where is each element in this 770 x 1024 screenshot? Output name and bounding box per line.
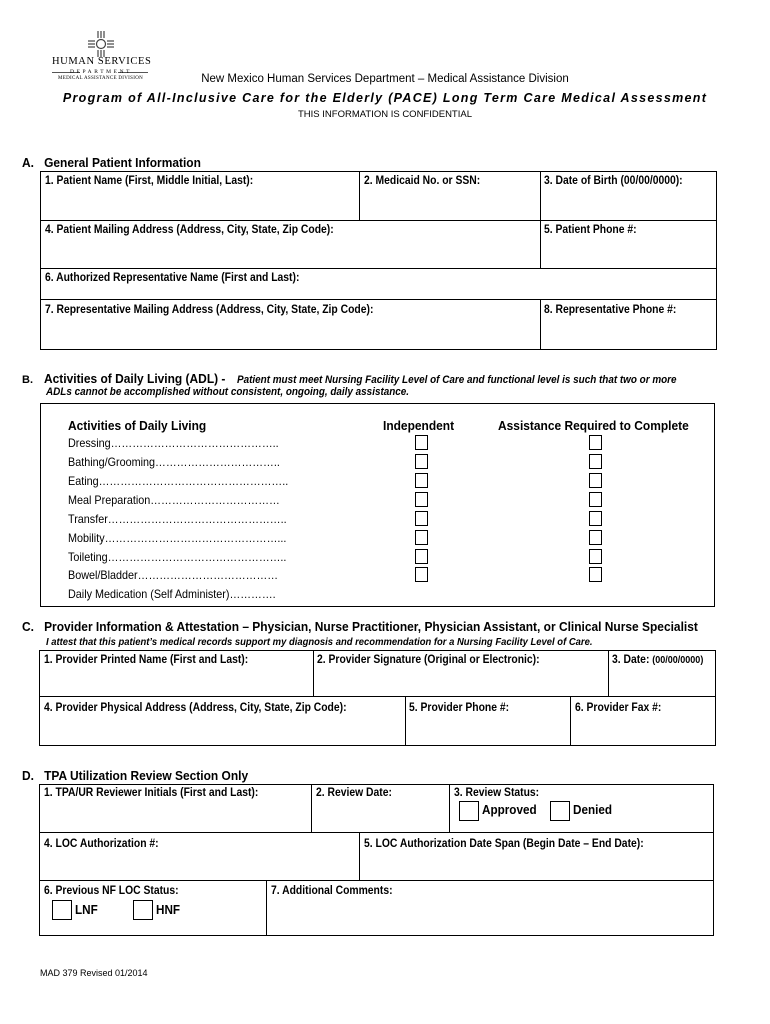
assistance-checkbox-meal-preparation[interactable] [589, 492, 602, 507]
provider-name-field[interactable]: 1. Provider Printed Name (First and Last): [44, 654, 249, 666]
loc-authorization-field[interactable]: 4. LOC Authorization #: [44, 838, 159, 850]
adl-item-dressing: Dressing……………………………………….. [68, 436, 279, 450]
row-divider [39, 832, 714, 833]
col-divider [359, 171, 360, 220]
hnf-checkbox[interactable] [133, 900, 153, 920]
col-divider [540, 171, 541, 268]
row-divider [39, 696, 716, 697]
denied-label: Denied [573, 802, 613, 817]
row-divider [40, 268, 717, 269]
representative-address-field[interactable]: 7. Representative Mailing Address (Address, City, State, Zip Code): [45, 304, 374, 316]
provider-phone-field[interactable]: 5. Provider Phone #: [409, 702, 510, 714]
review-status-label: 3. Review Status: [454, 787, 540, 799]
logo-name: HUMAN SERVICES [52, 56, 152, 67]
provider-date-field[interactable] [612, 654, 703, 666]
review-date-field[interactable]: 2. Review Date: [316, 787, 392, 799]
assistance-checkbox-dressing[interactable] [589, 435, 602, 450]
section-b-note-continued: ADLs cannot be accomplished without consistent, ongoing, daily assistance. [46, 386, 410, 398]
col-independent-header: Independent [383, 418, 455, 433]
col-divider [311, 784, 312, 832]
lnf-label: LNF [75, 902, 98, 917]
col-divider [570, 696, 571, 746]
col-divider [266, 880, 267, 936]
date-label: 3. Date: [612, 654, 650, 666]
independent-checkbox-dressing[interactable] [415, 435, 428, 450]
section-letter: A. [22, 155, 34, 170]
adl-item-toileting: Toileting………………………………………….. [68, 550, 287, 564]
section-d-heading [22, 768, 248, 783]
assistance-checkbox-bathing[interactable] [589, 454, 602, 469]
provider-signature-field[interactable]: 2. Provider Signature (Original or Electronic): [317, 654, 540, 666]
adl-item-mobility: Mobility…………………………………………... [68, 531, 287, 545]
section-title: General Patient Information [44, 155, 201, 170]
approved-label: Approved [482, 802, 537, 817]
hnf-label: HNF [156, 902, 181, 917]
adl-item-eating: Eating…………………………………………….. [68, 474, 289, 488]
logo-department: DEPARTMENT [70, 69, 133, 75]
independent-checkbox-mobility[interactable] [415, 530, 428, 545]
adl-item-bathing: Bathing/Grooming…………………………….. [68, 455, 280, 469]
col-divider [540, 299, 541, 350]
reviewer-initials-field[interactable]: 1. TPA/UR Reviewer Initials (First and Last): [44, 787, 259, 799]
col-assistance-header: Assistance Required to Complete [498, 418, 689, 433]
adl-item-meal-preparation: Meal Preparation……………………………… [68, 493, 280, 507]
section-title: Provider Information & Attestation – Physician, Nurse Practitioner, Physician Assistant, or Clinical Nurse Specialist [44, 619, 698, 634]
section-a-heading [22, 155, 201, 170]
independent-checkbox-eating[interactable] [415, 473, 428, 488]
adl-item-bowel-bladder: Bowel/Bladder………………………………… [68, 568, 279, 582]
assistance-checkbox-transfer[interactable] [589, 511, 602, 526]
independent-checkbox-toileting[interactable] [415, 549, 428, 564]
lnf-checkbox[interactable] [52, 900, 72, 920]
col-divider [405, 696, 406, 746]
adl-item-daily-medication: Daily Medication (Self Administer)…………. [68, 587, 276, 601]
page-title: Program of All-Inclusive Care for the Elderly (PACE) Long Term Care Medical Assessment [62, 91, 708, 105]
assistance-checkbox-eating[interactable] [589, 473, 602, 488]
section-c-heading [22, 619, 698, 634]
previous-nf-status-label: 6. Previous NF LOC Status: [44, 885, 179, 897]
patient-info-table [40, 171, 717, 350]
section-letter: B. [22, 374, 33, 386]
agency-name: New Mexico Human Services Department – Medical Assistance Division [201, 73, 569, 85]
section-title: Activities of Daily Living (ADL) - [44, 371, 226, 386]
col-divider [359, 832, 360, 880]
confidential-notice: THIS INFORMATION IS CONFIDENTIAL [298, 109, 472, 120]
medicaid-no-field[interactable]: 2. Medicaid No. or SSN: [364, 175, 481, 187]
section-b-note: Patient must meet Nursing Facility Level of Care and functional level is such that two or more [237, 374, 677, 386]
row-divider [39, 880, 714, 881]
representative-name-field[interactable]: 6. Authorized Representative Name (First and Last): [45, 272, 300, 284]
representative-phone-field[interactable]: 8. Representative Phone #: [544, 304, 677, 316]
row-divider [40, 299, 717, 300]
form-id: MAD 379 Revised 01/2014 [40, 968, 148, 978]
independent-checkbox-meal-preparation[interactable] [415, 492, 428, 507]
section-letter: C. [22, 619, 34, 634]
col-divider [449, 784, 450, 832]
provider-address-field[interactable]: 4. Provider Physical Address (Address, City, State, Zip Code): [44, 702, 347, 714]
logo-division: MEDICAL ASSISTANCE DIVISION [58, 76, 144, 81]
date-format-hint: (00/00/0000) [652, 655, 704, 666]
col-activities-header: Activities of Daily Living [68, 418, 207, 433]
independent-checkbox-transfer[interactable] [415, 511, 428, 526]
section-letter: D. [22, 768, 34, 783]
col-divider [608, 650, 609, 696]
denied-checkbox[interactable] [550, 801, 570, 821]
provider-fax-field[interactable]: 6. Provider Fax #: [575, 702, 662, 714]
col-divider [313, 650, 314, 696]
attestation-statement: I attest that this patient’s medical records support my diagnosis and recommendation for a Nursing Facility Level of Care. [46, 636, 593, 648]
patient-name-field[interactable]: 1. Patient Name (First, Middle Initial, Last): [45, 175, 254, 187]
approved-checkbox[interactable] [459, 801, 479, 821]
adl-item-transfer: Transfer………………………………………….. [68, 512, 287, 526]
zia-sun-symbol-icon [86, 30, 116, 58]
independent-checkbox-bowel-bladder[interactable] [415, 567, 428, 582]
assistance-checkbox-mobility[interactable] [589, 530, 602, 545]
date-of-birth-field[interactable]: 3. Date of Birth (00/00/0000): [544, 175, 683, 187]
patient-phone-field[interactable]: 5. Patient Phone #: [544, 224, 637, 236]
assistance-checkbox-toileting[interactable] [589, 549, 602, 564]
additional-comments-field[interactable]: 7. Additional Comments: [271, 885, 393, 897]
section-title: TPA Utilization Review Section Only [44, 768, 249, 783]
independent-checkbox-bathing[interactable] [415, 454, 428, 469]
assistance-checkbox-bowel-bladder[interactable] [589, 567, 602, 582]
patient-address-field[interactable]: 4. Patient Mailing Address (Address, City, State, Zip Code): [45, 224, 334, 236]
row-divider [40, 220, 717, 221]
loc-date-span-field[interactable]: 5. LOC Authorization Date Span (Begin Date – End Date): [364, 838, 644, 850]
